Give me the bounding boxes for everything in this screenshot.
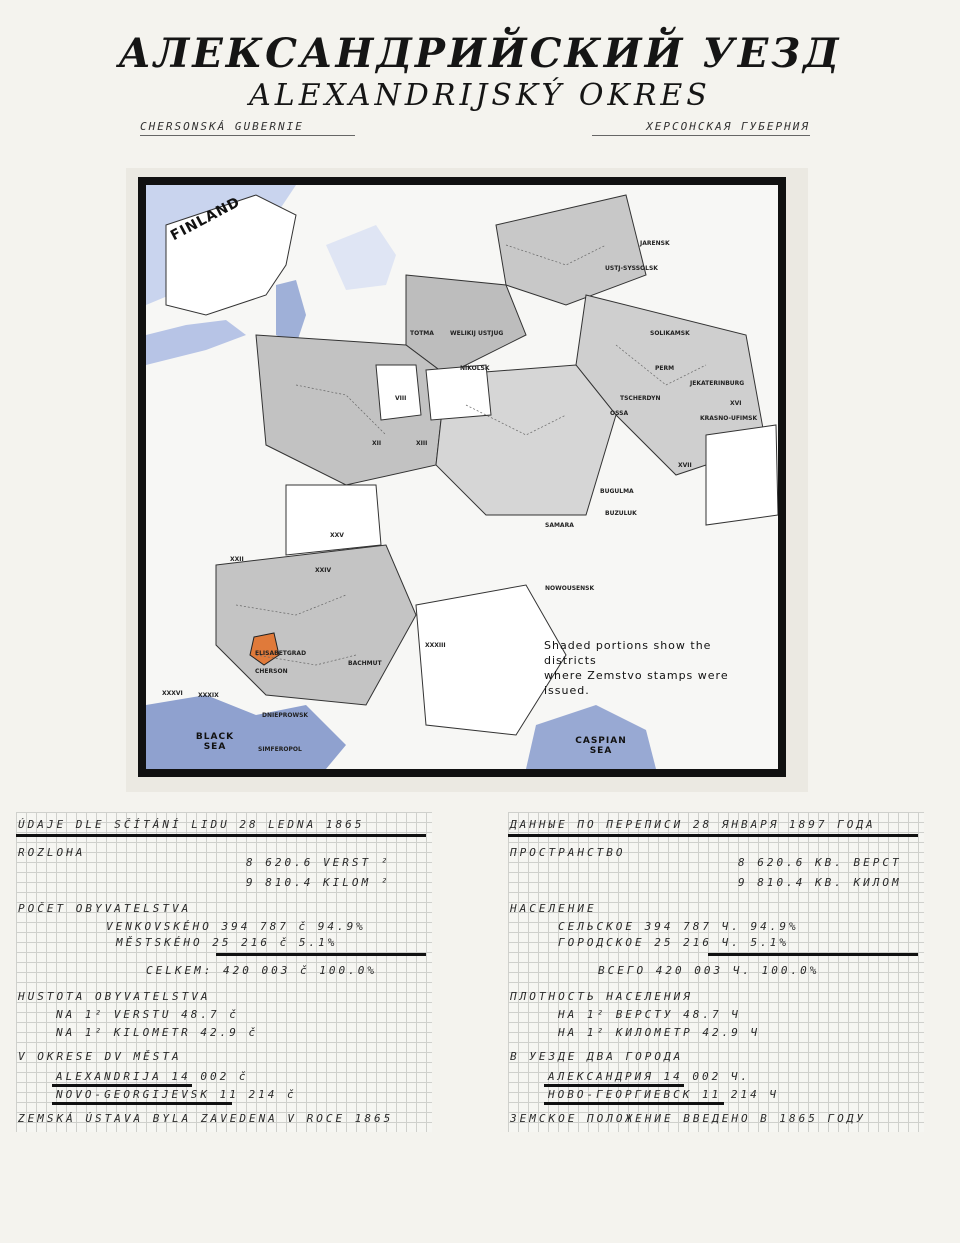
header-rule: [508, 834, 918, 837]
map-note: [544, 638, 744, 698]
region-label: BUZULUK: [605, 510, 637, 517]
region-label: SAMARA: [545, 522, 574, 529]
region-label: XIII: [416, 440, 428, 447]
region-label: OSSA: [610, 410, 629, 417]
area-km: 9 810.4 KILOM ²: [246, 876, 391, 889]
region-label: XVII: [678, 462, 692, 469]
census-table-czech: [16, 812, 432, 1132]
region-label: KRASNO-UFIMSK: [700, 415, 758, 422]
table-header: ÚDAJE DLE SČÍTÁNÍ LIDU 28 LEDNA 1865: [18, 818, 365, 831]
region-label: XXXIX: [198, 692, 219, 699]
region-label: XII: [372, 440, 382, 447]
density-km: НА 1² КИЛОМЕТР 42.9 Ч: [558, 1026, 761, 1039]
area-label: ROZLOHA: [18, 846, 86, 859]
region-label: BACHMUT: [348, 660, 382, 667]
header-rule: [16, 834, 426, 837]
white-region-2: [426, 365, 491, 420]
subtitle-governorate-russian: ХЕРСОНСКАЯ ГУБЕРНИЯ: [592, 120, 810, 136]
population-label: POČET OBYVATELSTVA: [18, 902, 192, 915]
region-label: JARENSK: [640, 240, 670, 247]
town1-rule: [544, 1084, 684, 1087]
map-note-line1: Shaded portions show the districts: [544, 639, 712, 667]
white-region-1: [376, 365, 421, 420]
town2-rule: [52, 1102, 232, 1105]
region-label: DNIEPROWSK: [262, 712, 309, 719]
zemstvo-footer: ЗЕМСКОЕ ПОЛОЖЕНИЕ ВВЕДЕНО В 1865 ГОДУ: [510, 1112, 867, 1125]
density-label: HUSTOTA OBYVATELSTVA: [18, 990, 211, 1003]
total-row: ВСЕГО 420 003 Ч. 100.0%: [598, 964, 820, 977]
area-label: ПРОСТРАНСТВО: [510, 846, 626, 859]
region-label: TSCHERDYN: [620, 395, 661, 402]
density-km: NA 1² KILOMETR 42.9 č: [56, 1026, 259, 1039]
area-versts: 8 620.6 КВ. ВЕРСТ: [738, 856, 902, 869]
towns-label: V OKRESE DV MĚSTA: [18, 1050, 182, 1063]
town1-rule: [52, 1084, 192, 1087]
region-label: BUGULMA: [600, 488, 634, 495]
town-novo-georgievsk: НОВО-ГЕОРГИЕВСК 11 214 Ч: [548, 1088, 779, 1101]
region-label: NIKOLSK: [460, 365, 490, 372]
region-label: XVI: [730, 400, 742, 407]
table-header: ДАННЫЕ ПО ПЕРЕПИСИ 28 ЯНВАРЯ 1897 ГОДА: [510, 818, 876, 831]
region-label: SIMFEROPOL: [258, 746, 302, 753]
white-region-3: [286, 485, 381, 555]
region-label: XXXVI: [162, 690, 183, 697]
rural-row: VENKOVSKÉHO 394 787 č 94.9%: [106, 920, 366, 933]
population-label: НАСЕЛЕНИЕ: [510, 902, 597, 915]
region-label: TOTMA: [410, 330, 434, 337]
map-note-line2: where Zemstvo stamps were issued.: [544, 669, 729, 697]
region-label: NOWOUSENSK: [545, 585, 595, 592]
region-label: XXXIII: [425, 642, 446, 649]
urban-row: MĚSTSKÉHO 25 216 č 5.1%: [116, 936, 338, 949]
region-label: XXII: [230, 556, 244, 563]
caspian-sea-label: CASPIAN SEA: [575, 736, 627, 756]
region-label: USTJ-SYSSOLSK: [605, 265, 658, 272]
subtitle-governorate-czech: CHERSONSKÁ GUBERNIE: [140, 120, 355, 136]
region-label: JEKATERINBURG: [690, 380, 745, 387]
density-verst: НА 1² ВЕРСТУ 48.7 Ч: [558, 1008, 741, 1021]
region-label: XXIV: [315, 567, 332, 574]
town-novo-georgijevsk: NOVO-GEORGIJEVSK 11 214 č: [56, 1088, 297, 1101]
region-label: CHERSON: [255, 668, 288, 675]
total-rule: [708, 953, 918, 956]
area-versts: 8 620.6 VERST ²: [246, 856, 391, 869]
title-czech: ALEXANDRIJSKÝ OKRES: [249, 78, 711, 113]
region-label: ELISABETGRAD: [255, 650, 307, 657]
zemstvo-footer: ZEMSKÁ ÚSTAVA BYLA ZAVEDENA V ROCE 1865: [18, 1112, 394, 1125]
area-km: 9 810.4 КВ. КИЛОМ: [738, 876, 902, 889]
region-label: SOLIKAMSK: [650, 330, 690, 337]
census-table-russian: [508, 812, 924, 1132]
town-alexandrija: АЛЕКСАНДРИЯ 14 002 Ч.: [548, 1070, 751, 1083]
white-region-4: [706, 425, 778, 525]
region-label: PERM: [655, 365, 675, 372]
urban-row: ГОРОДСКОЕ 25 216 Ч. 5.1%: [558, 936, 789, 949]
finland-label: FINLAND: [168, 194, 244, 245]
region-label: WELIKIJ USTJUG: [450, 330, 504, 337]
rural-row: СЕЛЬСКОЕ 394 787 Ч. 94.9%: [558, 920, 799, 933]
density-verst: NA 1² VERSTU 48.7 č: [56, 1008, 239, 1021]
town2-rule: [544, 1102, 724, 1105]
total-rule: [216, 953, 426, 956]
town-alexandrija: ALEXANDRIJA 14 002 č: [56, 1070, 249, 1083]
region-label: XXV: [330, 532, 344, 539]
region-label: VIII: [395, 395, 407, 402]
title-cyrillic: АЛЕКСАНДРИЙСКИЙ УЕЗД: [118, 30, 842, 77]
black-sea-label: BLACK SEA: [195, 732, 235, 752]
towns-label: В УЕЗДЕ ДВА ГОРОДА: [510, 1050, 684, 1063]
total-row: CELKEM: 420 003 č 100.0%: [146, 964, 377, 977]
density-label: ПЛОТНОСТЬ НАСЕЛЕНИЯ: [510, 990, 693, 1003]
